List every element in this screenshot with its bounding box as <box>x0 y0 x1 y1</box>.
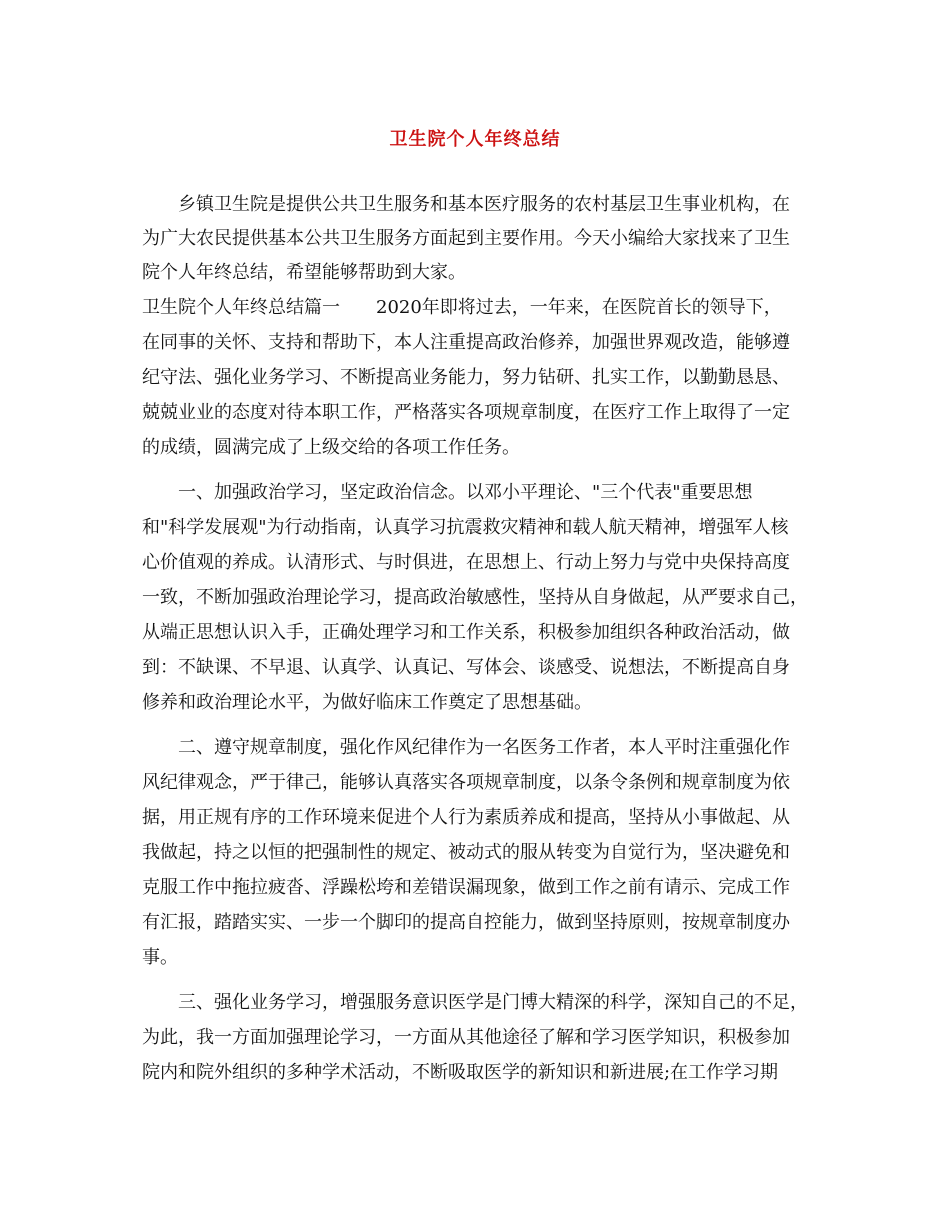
body-line: 风纪律观念，严于律己，能够认真落实各项规章制度，以条令条例和规章制度为依 <box>142 772 790 793</box>
body-line: 修养和政治理论水平，为做好临床工作奠定了思想基础。 <box>142 692 592 713</box>
body-line: 一致，不断加强政治理论学习，提高政治敏感性，坚持从自身做起，从严要求自己， <box>142 587 808 608</box>
body-line: 院内和院外组织的多种学术活动，不断吸取医学的新知识和新进展;在工作学习期 <box>142 1062 779 1083</box>
body-line: 为此，我一方面加强理论学习，一方面从其他途径了解和学习医学知识，积极参加 <box>142 1027 790 1048</box>
body-line: 二、遵守规章制度，强化作风纪律作为一名医务工作者，本人平时注重强化作 <box>178 737 790 758</box>
body-line: 一、加强政治学习，坚定政治信念。以邓小平理论、"三个代表"重要思想 <box>178 482 753 503</box>
body-line: 乡镇卫生院是提供公共卫生服务和基本医疗服务的农村基层卫生事业机构，在 <box>178 194 790 215</box>
body-line: 事。 <box>142 947 178 968</box>
body-line: 院个人年终总结，希望能够帮助到大家。 <box>142 262 466 283</box>
body-line: 三、强化业务学习，增强服务意识医学是门博大精深的科学，深知自己的不足， <box>178 992 808 1013</box>
body-line: 卫生院个人年终总结篇一 2020年即将过去，一年来，在医院首长的领导下， <box>142 297 782 318</box>
body-line: 兢兢业业的态度对待本职工作，严格落实各项规章制度，在医疗工作上取得了一定 <box>142 402 790 423</box>
document-title: 卫生院个人年终总结 <box>389 129 561 150</box>
body-line: 纪守法、强化业务学习、不断提高业务能力，努力钻研、扎实工作，以勤勤恳恳、 <box>142 367 790 388</box>
body-line: 和"科学发展观"为行动指南，认真学习抗震救灾精神和载人航天精神，增强军人核 <box>142 517 789 538</box>
body-line: 心价值观的养成。认清形式、与时俱进，在思想上、行动上努力与党中央保持高度 <box>142 552 790 573</box>
body-line: 从端正思想认识入手，正确处理学习和工作关系，积极参加组织各种政治活动，做 <box>142 622 790 643</box>
body-line: 在同事的关怀、支持和帮助下，本人注重提高政治修养，加强世界观改造，能够遵 <box>142 332 790 353</box>
body-line: 到：不缺课、不早退、认真学、认真记、写体会、谈感受、说想法，不断提高自身 <box>142 657 790 678</box>
body-line: 我做起，持之以恒的把强制性的规定、被动式的服从转变为自觉行为，坚决避免和 <box>142 842 790 863</box>
body-line: 的成绩，圆满完成了上级交给的各项工作任务。 <box>142 437 520 458</box>
body-line: 据，用正规有序的工作环境来促进个人行为素质养成和提高，坚持从小事做起、从 <box>142 807 790 828</box>
body-line: 为广大农民提供基本公共卫生服务方面起到主要作用。今天小编给大家找来了卫生 <box>142 228 790 249</box>
body-line: 克服工作中拖拉疲沓、浮躁松垮和差错误漏现象，做到工作之前有请示、完成工作 <box>142 877 790 898</box>
body-line: 有汇报，踏踏实实、一步一个脚印的提高自控能力，做到坚持原则，按规章制度办 <box>142 912 790 933</box>
